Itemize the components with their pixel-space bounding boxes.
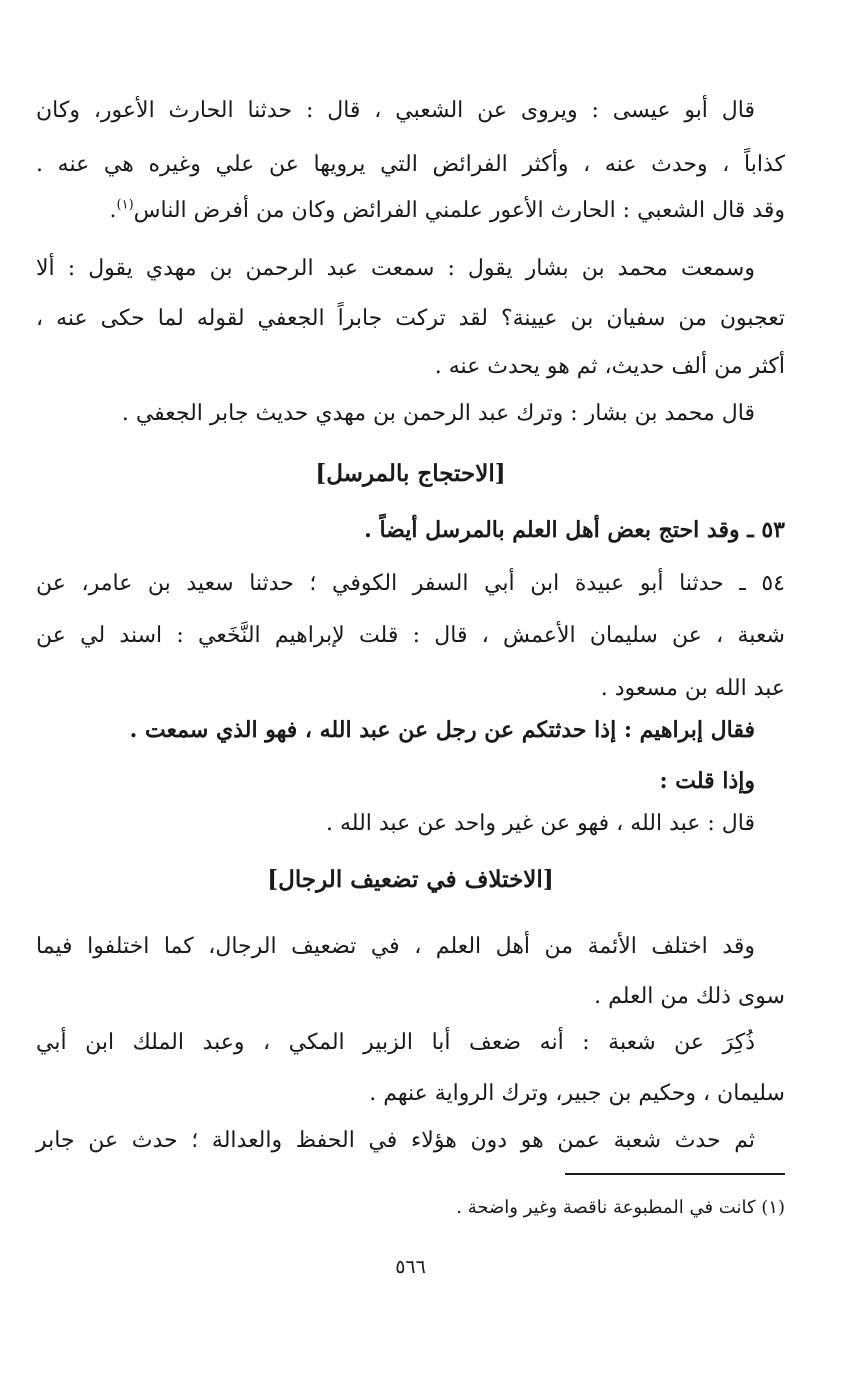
- footnote-separator: [565, 1173, 785, 1175]
- text-line: وسمعت محمد بن بشار يقول : سمعت عبد الرحمن بن مهدي يقول : ألا: [36, 256, 755, 281]
- page-number: ٥٦٦: [395, 1256, 426, 1278]
- section-heading: [الاحتجاج بالمرسل]: [315, 460, 506, 487]
- text-line: كذاباً ، وحدث عنه ، وأكثر الفرائض التي يرويها عن علي وغيره هي عنه .: [36, 152, 785, 177]
- text-line: [36, 186, 785, 236]
- text-line: شعبة ، عن سليمان الأعمش ، قال : قلت لإبراهيم النَّخَعي : اسند لي عن: [36, 623, 785, 648]
- text-line: قال أبو عيسى : ويروى عن الشعبي ، قال : حدثنا الحارث الأعور، وكان: [36, 98, 755, 123]
- text-run: .: [109, 198, 117, 223]
- text-line: وقد اختلف الأئمة من أهل العلم ، في تضعيف الرجال، كما اختلفوا فيما: [36, 934, 755, 959]
- text-line: ذُكِرَ عن شعبة : أنه ضعف أبا الزبير المكي ، وعبد الملك ابن أبي: [36, 1030, 755, 1055]
- text-line: تعجبون من سفيان بن عيينة؟ لقد تركت جابراً الجعفي لقوله لما حكى عنه ،: [36, 306, 785, 331]
- text-line: وإذا قلت :: [659, 768, 755, 794]
- text-line: قال : عبد الله ، فهو عن غير واحد عن عبد الله .: [326, 811, 755, 836]
- text-line: أكثر من ألف حديث، ثم هو يحدث عنه .: [434, 354, 785, 379]
- footnote-marker: (١): [116, 197, 134, 213]
- text-line: عبد الله بن مسعود .: [600, 676, 785, 701]
- text-line: ثم حدث شعبة عمن هو دون هؤلاء في الحفظ والعدالة ؛ حدث عن جابر: [36, 1128, 755, 1153]
- text-line: قال محمد بن بشار : وترك عبد الرحمن بن مهدي حديث جابر الجعفي .: [121, 401, 755, 426]
- text-line: ٥٣ ـ وقد احتج بعض أهل العلم بالمرسل أيضاً .: [364, 517, 785, 543]
- footnote: (١) كانت في المطبوعة ناقصة وغير واضحة .: [456, 1197, 785, 1218]
- document-page: [36, 0, 785, 1373]
- text-line: سوى ذلك من العلم .: [594, 984, 785, 1009]
- text-line: سليمان ، وحكيم بن جبير، وترك الرواية عنهم .: [369, 1081, 785, 1106]
- section-heading: [الاختلاف في تضعيف الرجال]: [267, 866, 554, 893]
- text-line: فقال إبراهيم : إذا حدثتكم عن رجل عن عبد الله ، فهو الذي سمعت .: [129, 717, 755, 743]
- text-run: وقد قال الشعبي : الحارث الأعور علمني الفرائض وكان من أفرض الناس: [133, 198, 785, 223]
- text-line: ٥٤ ـ حدثنا أبو عبيدة ابن أبي السفر الكوفي ؛ حدثنا سعيد بن عامر، عن: [36, 571, 785, 596]
